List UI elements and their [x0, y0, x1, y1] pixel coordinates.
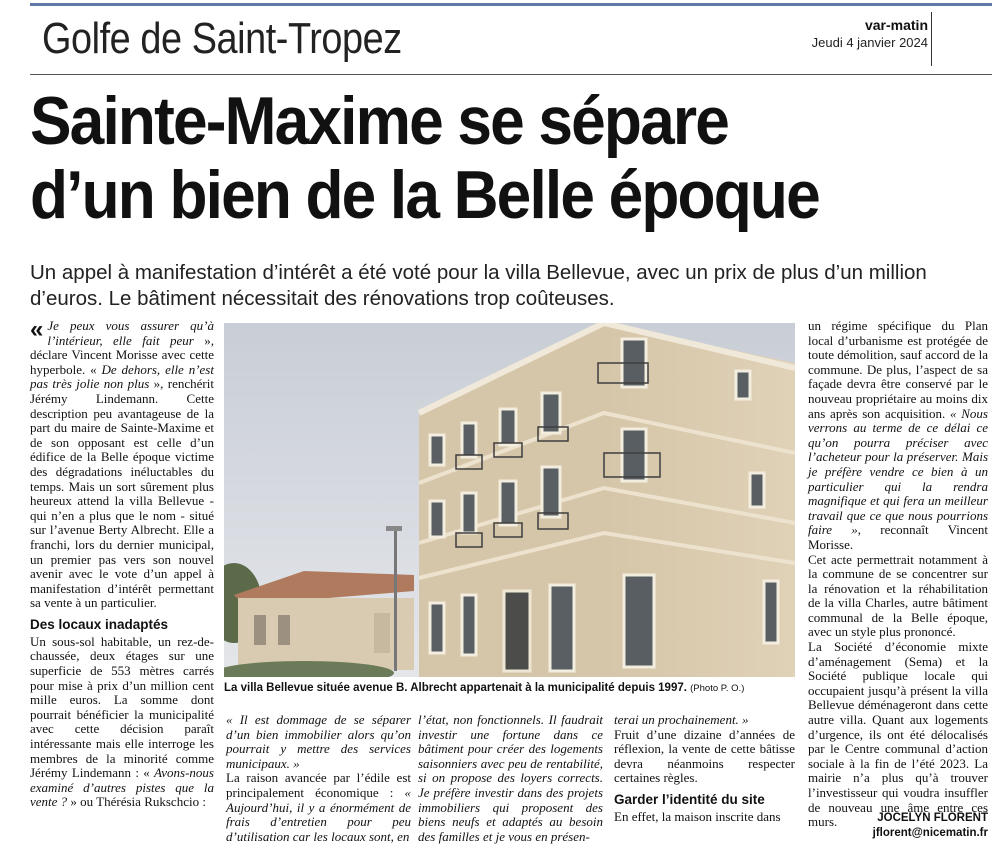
section-title: Golfe de Saint-Tropez: [42, 14, 402, 63]
paragraph: « Il est dommage de se séparer d’un bien immobilier alors qu’on pourrait y mettre des services municipaux. »: [226, 712, 411, 771]
issue-date: Jeudi 4 janvier 2024: [811, 35, 928, 50]
paper-name: var-matin: [864, 17, 928, 33]
paragraph: « Je peux vous assurer qu’à l’intérieur, elle fait peur », déclare Vincent Morisse avec cette hyperbole. « De dehors, elle n’est pas très jolie non plus », renchérit Jérémy Lindemann. Cette description peu avantageuse de la part du maire de Sainte-Maxime et de son opposant est celle d’un édifice de la Belle époque victime des dégradations inéluctables du temps. Mais un sort sûrement plus heureux attend la villa Bellevue - qui n’en a plus que le nom - situé sur l’avenue Berty Albrecht. Elle a franchi, lors du dernier municipal, un premier pas vers son nouvel avenir avec le vote d’un appel à manifestation d’intérêt permettant sa vente à un particulier.: [30, 316, 215, 611]
column-3: [418, 713, 603, 844]
subheading: Garder l’identité du site: [614, 791, 765, 807]
author-name: JOCELYN FLORENT: [877, 812, 988, 824]
headline-line-1: Sainte-Maxime se sépare: [30, 83, 729, 159]
masthead: [812, 16, 928, 52]
paragraph: Cet acte permettrait notamment à la commune de se concentrer sur la rénovation et la réhabilitation de la villa Charles, autre bâtiment communal de la Belle époque, avec un style plus prononcé.: [808, 551, 988, 640]
paragraph: En effet, la maison inscrite dans: [614, 808, 781, 824]
author-email[interactable]: jflorent@nicematin.fr: [872, 827, 988, 839]
paragraph: Fruit d’une dizaine d’années de réflexion, la vente de cette bâtisse devra néanmoins respecter certaines règles.: [614, 726, 795, 786]
column-2: [226, 713, 411, 844]
paragraph: terai un prochainement. »: [614, 712, 749, 727]
paragraph: La Société d’économie mixte d’aménagement (Sema) et la Société publique locale qui occupaient jusqu’à présent la villa Bellevue déménageront dans cette autre villa. Quant aux logements d’urgence, ils ont été délocalisés par le Centre communal d’action sociale à la fin de l’été 2023. La mairie n’a plus qu’à trouver l’investisseur qui voudra insuffler de nouveau une âme entre ces murs.: [808, 639, 988, 830]
photo-caption: La villa Bellevue située avenue B. Albrecht appartenait à la municipalité depuis 1997. (Photo P. O.): [224, 682, 745, 694]
paragraph: Un sous-sol habitable, un rez-de-chaussée, deux étages sur une superficie de 553 mètres carrés pour mise à prix d’un million cent mille euros. La somme dont pourrait bénéficier la municipalité avec cette décision paraît intéressante mais elle interroge les membres de la minorité comme Jérémy Lindemann : « Avons-nous examiné d’autres pistes que la vente ? » ou Thérésia Rukschcio :: [30, 633, 214, 810]
column-5: [808, 319, 988, 830]
article-photo: [224, 323, 795, 677]
paragraph: un régime spécifique du Plan local d’urbanisme est protégée de toute démolition, sauf accord de la commune. De plus, l’aspect de sa façade devra être conservé par le nouveau propriétaire au moins dix ans après son acquisition. « Nous verrons au terme de ce délai ce qu’on pourra préciser avec l’acheteur pour la préserver. Mais je préfère vendre ce bien à un particulier qui la rendra magnifique et qui fera un meilleur travail que ce que nous pourrions faire », reconnaît Vincent Morisse.: [808, 318, 988, 552]
headline-line-2: d’un bien de la Belle époque: [30, 157, 819, 233]
header-rule: [30, 74, 992, 75]
top-accent-bar: [30, 3, 992, 6]
opening-quote-mark: «: [30, 316, 44, 343]
article-lede: Un appel à manifestation d’intérêt a été voté pour la villa Bellevue, avec un prix de plus d’un million d’euros. Le bâtiment nécessitait des rénovations trop coûteuses.: [30, 261, 927, 310]
subheading: Des locaux inadaptés: [30, 616, 169, 632]
article-headline: [30, 84, 992, 232]
byline: [873, 811, 988, 841]
column-4: [614, 713, 795, 825]
photo-credit: (Photo P. O.): [690, 683, 745, 694]
column-1: [30, 316, 215, 810]
header-divider: [931, 12, 932, 66]
paragraph: l’état, non fonctionnels. Il faudrait investir une fortune dans ce bâtiment pour créer des logements saisonniers avec peu de rentabilité, si on propose des loyers corrects. Je préfère investir dans des projets immobiliers qui proposent des biens neufs et adaptés au besoin des familles et je vous en présen-: [418, 712, 603, 844]
paragraph: La raison avancée par l’édile est principalement économique : « Aujourd’hui, il y a énormément de frais d’entretien pour peu d’utilisation car les locaux sont, en: [226, 770, 411, 844]
